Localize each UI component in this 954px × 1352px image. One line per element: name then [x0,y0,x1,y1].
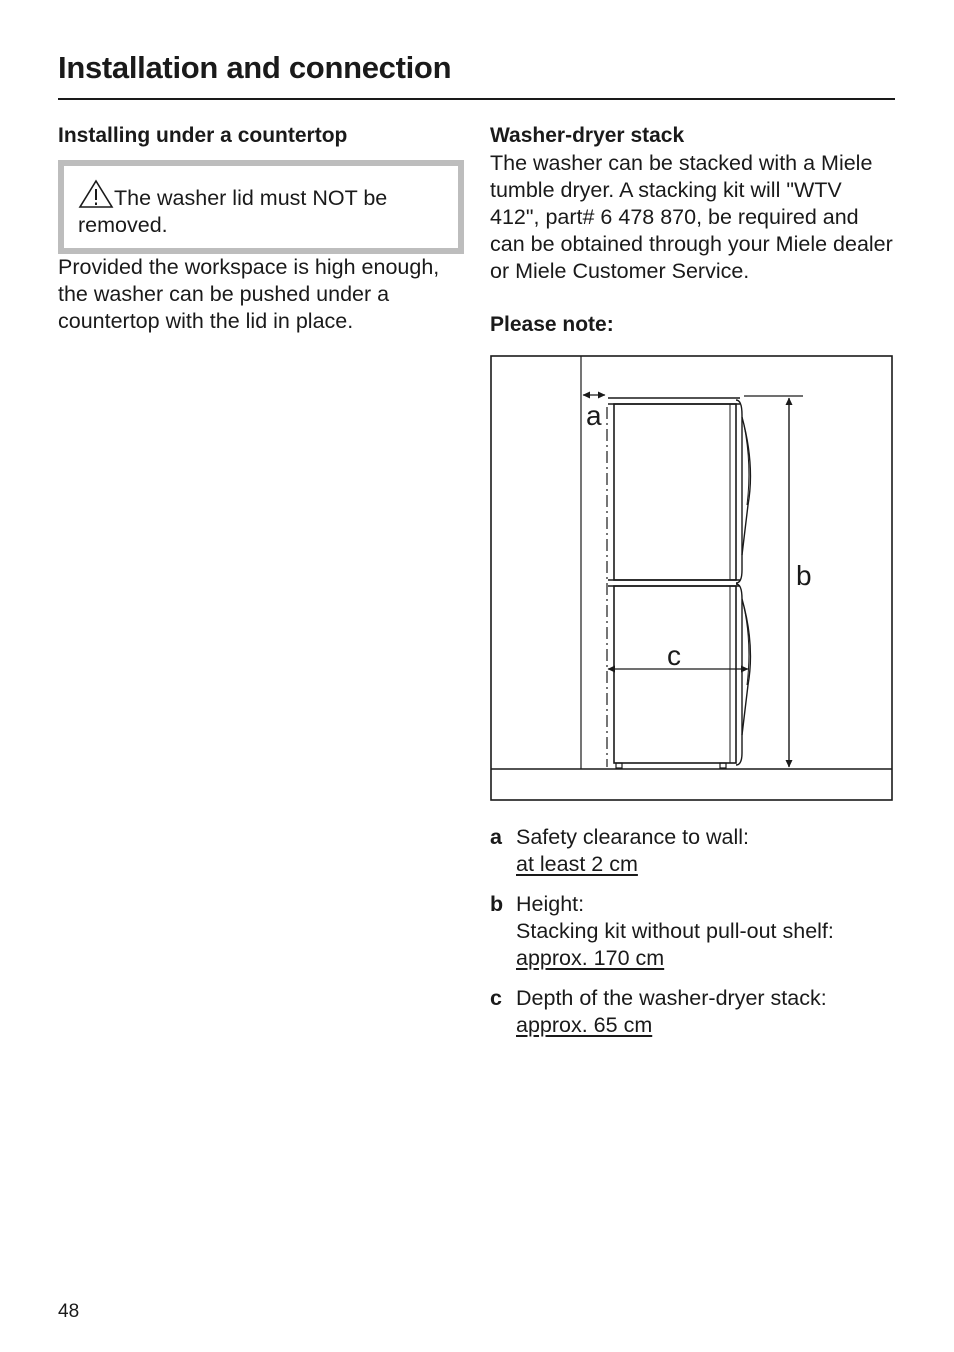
stack-diagram [490,355,894,802]
title-rule [58,98,895,100]
page-number: 48 [58,1301,80,1322]
figure-frame [491,356,892,800]
countertop-body: Provided the workspace is high enough, the washer can be pushed under a countertop with the lid in place. [58,255,440,333]
legend-b-subtext: Stacking kit without pull-out shelf: [516,919,834,943]
stacking-kit [608,580,740,586]
dryer-unit [608,398,750,583]
legend-item-a [490,824,894,878]
label-a: a [586,400,602,431]
legend-item-b [490,891,894,972]
legend-b-value: approx. 170 cm [516,946,665,970]
countertop-heading: Installing under a countertop [58,124,348,147]
right-column [490,122,894,1052]
page-title: Installation and connection [58,50,452,85]
figure-legend [490,824,894,1039]
note-heading: Please note: [490,313,614,336]
legend-item-c [490,985,894,1039]
legend-key-b: b [490,892,504,916]
stack-body: The washer can be stacked with a Miele tumble dryer. A stacking kit will "WTV 412", part# 6 478 870, be required and can be obtained through your Miele dealer or Miele Customer Service. [490,151,893,283]
warning-box [58,160,464,254]
legend-b-text: Height: [516,892,585,916]
legend-a-value: at least 2 cm [516,852,638,876]
legend-c-value: approx. 65 cm [516,1013,653,1037]
legend-a-text: Safety clearance to wall: [516,825,750,849]
left-column [58,122,468,335]
stack-heading: Washer-dryer stack [490,124,685,147]
label-c: c [667,640,681,671]
warning-triangle-icon [78,179,114,209]
legend-c-text: Depth of the washer-dryer stack: [516,986,827,1010]
stack-diagram-drawing [490,355,894,802]
washer-unit [614,584,750,768]
legend-key-c: c [490,986,502,1010]
legend-key-a: a [490,825,502,849]
label-b: b [796,560,812,591]
warning-text: The washer lid must NOT be removed. [78,186,388,237]
